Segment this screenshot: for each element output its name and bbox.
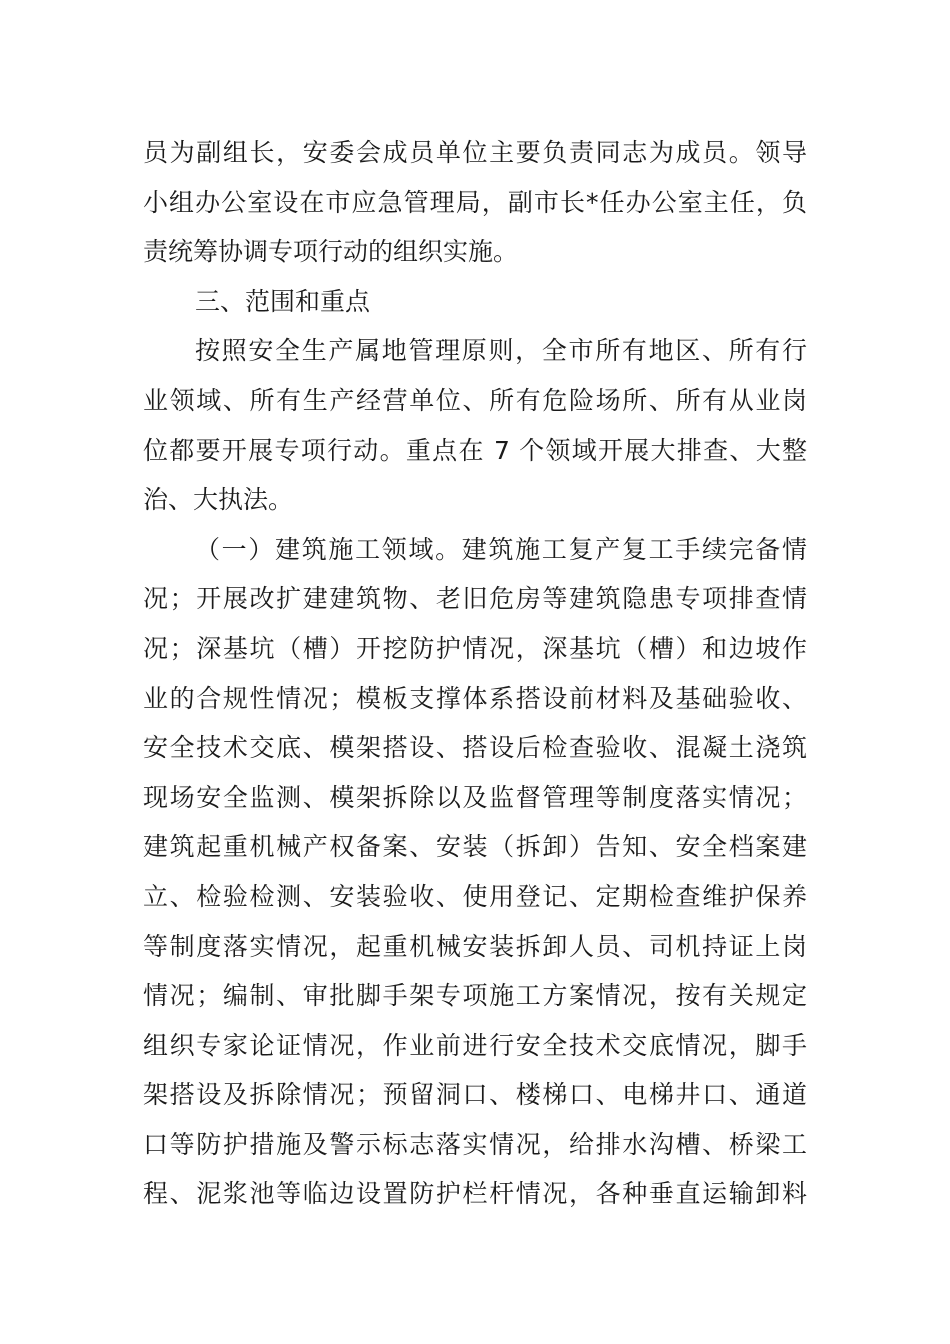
text-line: 程、泥浆池等临边设置防护栏杆情况，各种垂直运输卸料 xyxy=(143,1179,807,1209)
section-heading: 三、范围和重点 xyxy=(195,286,371,316)
text-line: 立、检验检测、安装验收、使用登记、定期检查维护保养 xyxy=(143,881,807,911)
text-line: 员为副组长，安委会成员单位主要负责同志为成员。领导 xyxy=(143,138,807,167)
text-line: 小组办公室设在市应急管理局，副市长*任办公室主任，负 xyxy=(143,187,807,217)
text-line: 组织专家论证情况，作业前进行安全技术交底情况，脚手 xyxy=(143,1030,807,1060)
text-line: 按照安全生产属地管理原则，全市所有地区、所有行 xyxy=(195,336,807,366)
text-line: 责统筹协调专项行动的组织实施。 xyxy=(143,237,519,267)
text-line: 位都要开展专项行动。重点在 7 个领域开展大排查、大整 xyxy=(143,435,807,465)
text-line: 况；深基坑（槽）开挖防护情况，深基坑（槽）和边坡作 xyxy=(143,633,807,663)
text-line: 安全技术交底、模架搭设、搭设后检查验收、混凝土浇筑 xyxy=(143,733,807,763)
body-text xyxy=(143,128,807,1219)
subsection-line: （一）建筑施工领域。建筑施工复产复工手续完备情 xyxy=(195,534,807,564)
text-line: 治、大执法。 xyxy=(143,485,294,515)
text-line: 建筑起重机械产权备案、安装（拆卸）告知、安全档案建 xyxy=(143,832,807,862)
text-line: 现场安全监测、模架拆除以及监督管理等制度落实情况； xyxy=(143,782,807,812)
text-line: 况；开展改扩建建筑物、老旧危房等建筑隐患专项排查情 xyxy=(143,584,807,614)
text-line: 业领域、所有生产经营单位、所有危险场所、所有从业岗 xyxy=(143,385,807,415)
text-line: 情况；编制、审批脚手架专项施工方案情况，按有关规定 xyxy=(143,981,807,1011)
text-line: 口等防护措施及警示标志落实情况，给排水沟槽、桥梁工 xyxy=(143,1129,807,1159)
text-line: 架搭设及拆除情况；预留洞口、楼梯口、电梯井口、通道 xyxy=(143,1080,807,1110)
text-line: 业的合规性情况；模板支撑体系搭设前材料及基础验收、 xyxy=(143,683,807,713)
text-line: 等制度落实情况，起重机械安装拆卸人员、司机持证上岗 xyxy=(143,931,807,961)
